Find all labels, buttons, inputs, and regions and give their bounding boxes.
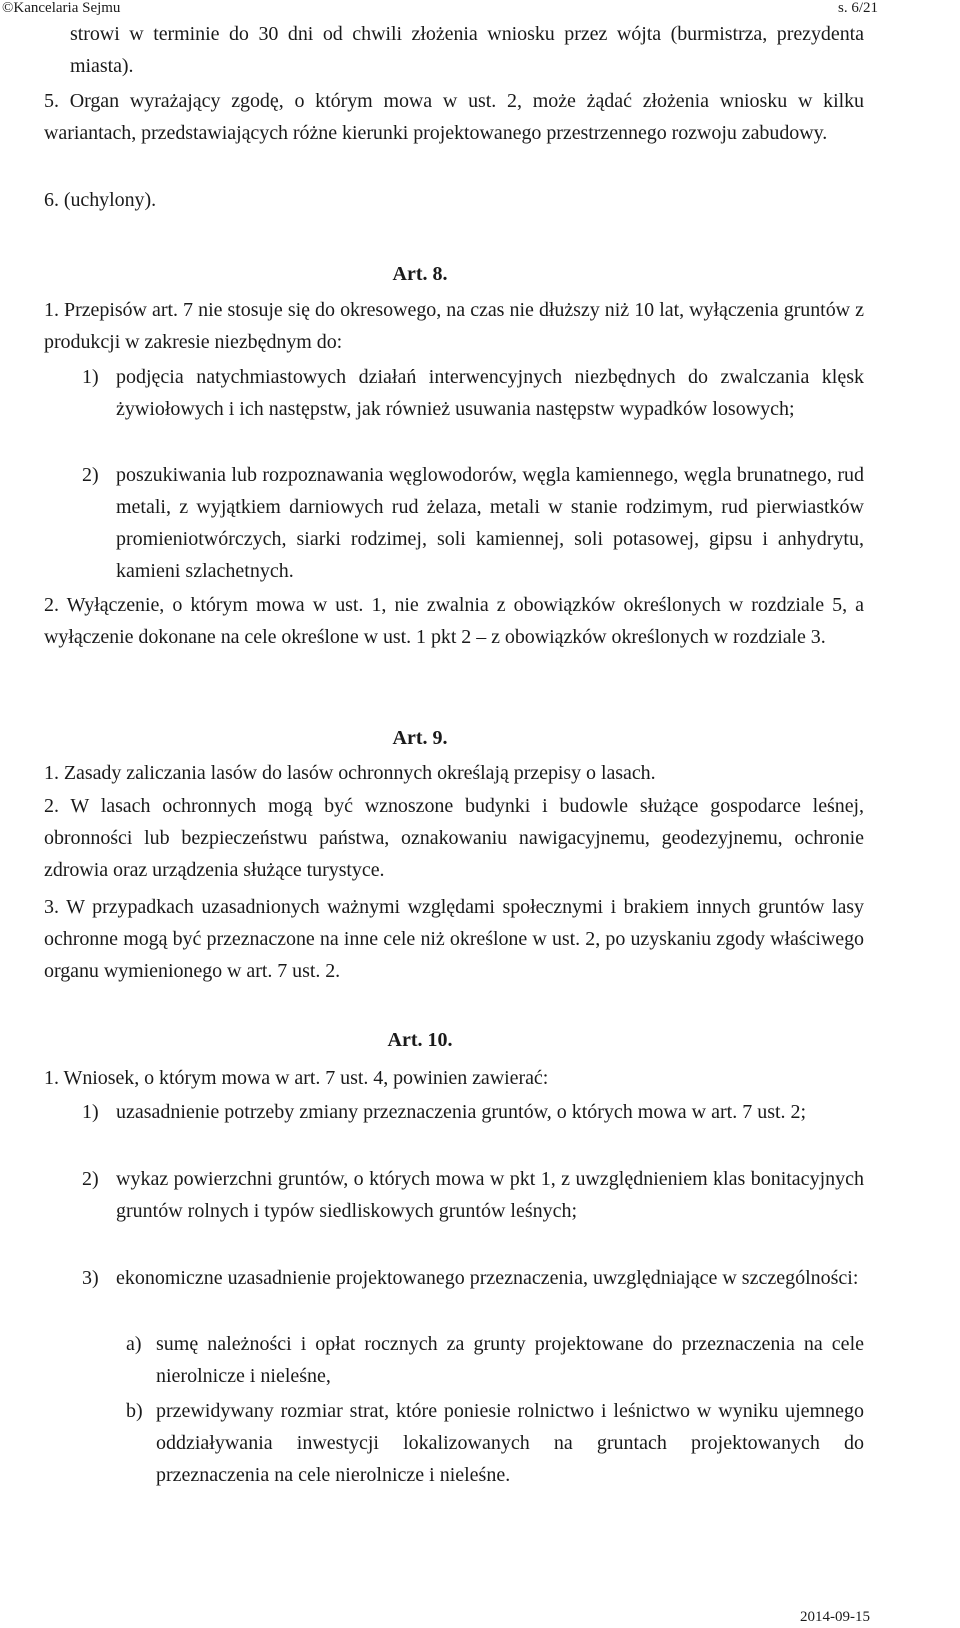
sub-item-10-1-3-a [126, 1328, 864, 1392]
sub-item-text: sumę należności i opłat rocznych za grunty projektowane do przeznaczenia na cele nierolnicze i nieleśne, [156, 1333, 864, 1387]
paragraph-7-6: 6. (uchylony). [44, 189, 157, 211]
article-8-heading: Art. 8. [392, 263, 448, 285]
sub-item-letter: b) [126, 1400, 143, 1422]
paragraph-7-5: 5. Organ wyrażający zgodę, o którym mowa w ust. 2, może żądać złożenia wniosku w kilku wariantach, przedstawiających różne kierunki projektowanego przestrzennego rozwoju zabudowy. [44, 90, 864, 144]
list-text: uzasadnienie potrzeby zmiany przeznaczenia gruntów, o których mowa w art. 7 ust. 2; [116, 1101, 807, 1123]
list-number: 3) [82, 1267, 99, 1289]
paragraph-9-1: 1. Zasady zaliczania lasów do lasów ochronnych określają przepisy o lasach. [44, 762, 656, 784]
sub-item-text: przewidywany rozmiar strat, które poniesie rolnictwo i leśnictwo w wyniku ujemnego oddziaływania inwestycji lokalizowanych na gruntach projektowanych do przeznaczenia na cele nierolnicze i nieleśne. [156, 1400, 864, 1486]
paragraph-9-3: 3. W przypadkach uzasadnionych ważnymi względami społecznymi i brakiem innych gruntów lasy ochronne mogą być przeznaczone na inne cele niż określone w ust. 2, po uzyskaniu zgody właściwego organu wymienionego w art. 7 ust. 2. [44, 896, 864, 982]
paragraph-8-2: 2. Wyłączenie, o którym mowa w ust. 1, nie zwalnia z obowiązków określonych w rozdziale 5, a wyłączenie dokonane na cele określone w ust. 1 pkt 2 – z obowiązków określonych w rozdziale 3. [44, 594, 864, 648]
list-number: 1) [82, 1101, 99, 1123]
list-number: 1) [82, 366, 99, 388]
list-item-8-1-1 [82, 361, 864, 425]
list-item-10-1-1 [82, 1096, 864, 1128]
list-text: poszukiwania lub rozpoznawania węglowodorów, węgla kamiennego, węgla brunatnego, rud metali, z wyjątkiem darniowych rud żelaza, metali w stanie rodzimym, rud pierwiastków promieniotwórczych, siarki rodzimej, soli kamiennej, soli potasowej, gipsu i anhydrytu, kamieni szlachetnych. [116, 464, 864, 582]
article-9-heading: Art. 9. [392, 727, 448, 749]
paragraph-8-1: 1. Przepisów art. 7 nie stosuje się do okresowego, na czas nie dłuższy niż 10 lat, wyłączenia gruntów z produkcji w zakresie niezbędnym do: [44, 299, 864, 353]
list-text: wykaz powierzchni gruntów, o których mowa w pkt 1, z uwzględnieniem klas bonitacyjnych gruntów rolnych i typów siedliskowych gruntów leśnych; [116, 1168, 864, 1222]
footer-date: 2014-09-15 [800, 1609, 870, 1625]
list-item-8-1-2 [82, 459, 864, 587]
paragraph-10-1: 1. Wniosek, o którym mowa w art. 7 ust. 4, powinien zawierać: [44, 1067, 549, 1089]
page-number: s. 6/21 [837, 0, 878, 16]
list-number: 2) [82, 464, 99, 486]
list-text: ekonomiczne uzasadnienie projektowanego przeznaczenia, uwzględniające w szczególności: [116, 1267, 859, 1289]
sub-item-letter: a) [126, 1333, 142, 1355]
list-item-10-1-2 [82, 1163, 864, 1227]
list-text: podjęcia natychmiastowych działań interwencyjnych niezbędnych do zwalczania klęsk żywiołowych i ich następstw, jak również usuwania następstw wypadków losowych; [116, 366, 864, 420]
header-copyright: ©Kancelaria Sejmu [2, 0, 121, 16]
sub-item-10-1-3-b [126, 1395, 864, 1491]
continuation-paragraph: strowi w terminie do 30 dni od chwili złożenia wniosku przez wójta (burmistrza, prezydenta miasta). [70, 23, 864, 77]
paragraph-9-2: 2. W lasach ochronnych mogą być wznoszone budynki i budowle służące gospodarce leśnej, obronności lub bezpieczeństwu państwa, oznakowaniu nawigacyjnemu, geodezyjnemu, ochronie zdrowia oraz urządzenia służące turystyce. [44, 795, 864, 881]
list-item-10-1-3 [82, 1262, 864, 1294]
article-10-heading: Art. 10. [387, 1029, 453, 1051]
list-number: 2) [82, 1168, 99, 1190]
